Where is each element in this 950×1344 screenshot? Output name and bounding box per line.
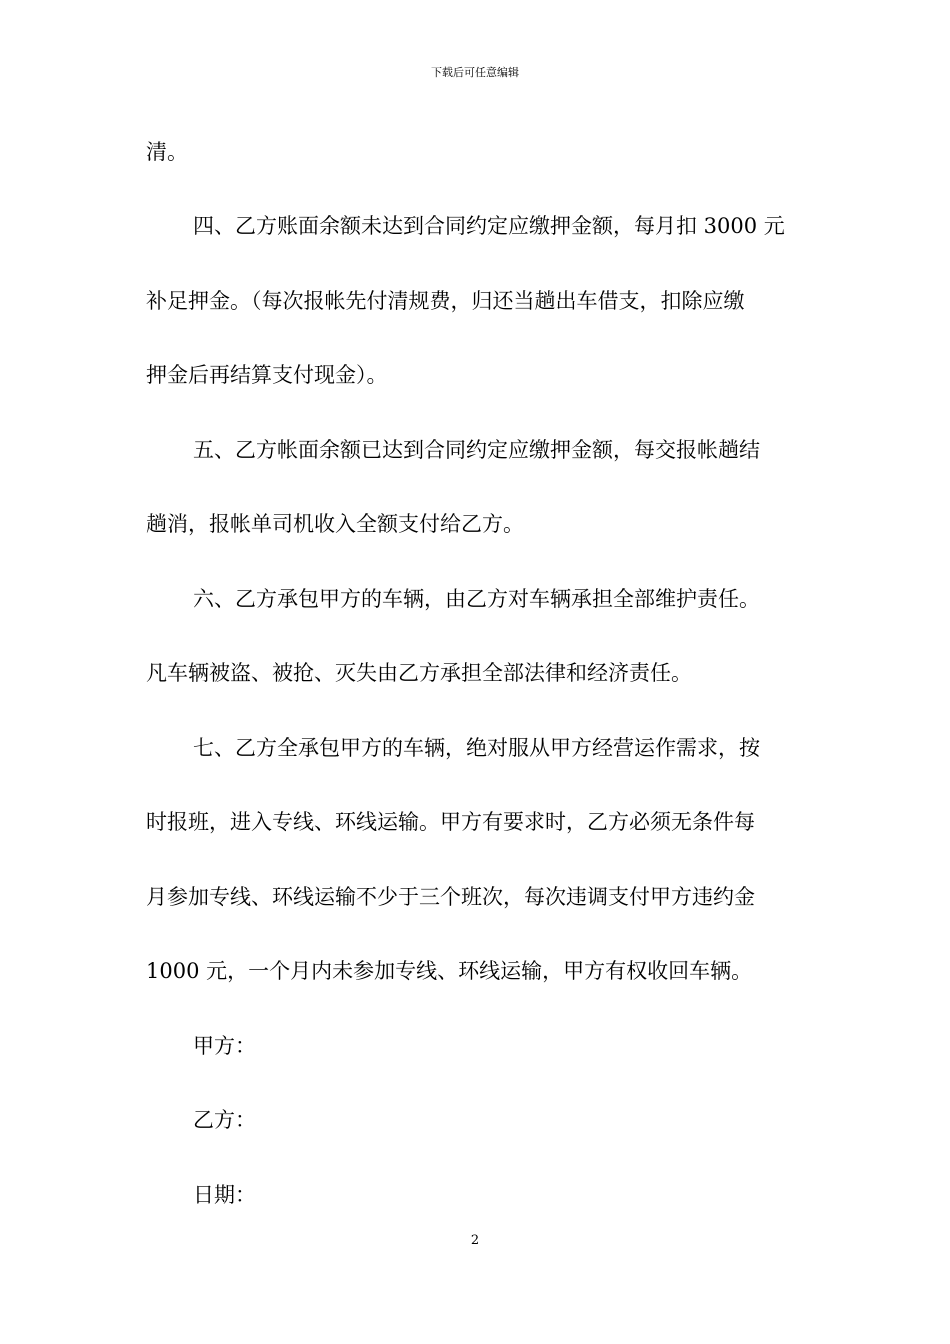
party-b-label: 乙方： [193,1108,256,1132]
party-a-label: 甲方： [193,1034,256,1058]
date-label: 日期： [193,1183,256,1207]
page-header: 下载后可任意编辑 [431,66,519,79]
text-line: 时报班，进入专线、环线运输。甲方有要求时，乙方必须无条件每 [146,810,755,834]
clause-seven-line: 七、乙方全承包甲方的车辆，绝对服从甲方经营运作需求，按 [193,736,760,760]
page-number: 2 [470,1233,480,1248]
text-line: 趟消，报帐单司机收入全额支付给乙方。 [146,512,524,536]
text-line: 1000 元，一个月内未参加专线、环线运输，甲方有权收回车辆。 [146,959,753,983]
text-line: 押金后再结算支付现金）。 [146,363,388,387]
clause-five-line: 五、乙方帐面余额已达到合同约定应缴押金额，每交报帐趟结 [193,438,760,462]
text-line: 凡车辆被盗、被抢、灭失由乙方承担全部法律和经济责任。 [146,661,692,685]
text-line: 清。 [146,140,188,164]
text-line: 月参加专线、环线运输不少于三个班次，每次违调支付甲方违约金 [146,885,755,909]
clause-six-line: 六、乙方承包甲方的车辆，由乙方对车辆承担全部维护责任。 [193,587,760,611]
clause-four-line: 四、乙方账面余额未达到合同约定应缴押金额，每月扣 3000 元 [193,214,785,238]
text-line: 补足押金。（每次报帐先付清规费，归还当趟出车借支，扣除应缴 [146,289,745,313]
